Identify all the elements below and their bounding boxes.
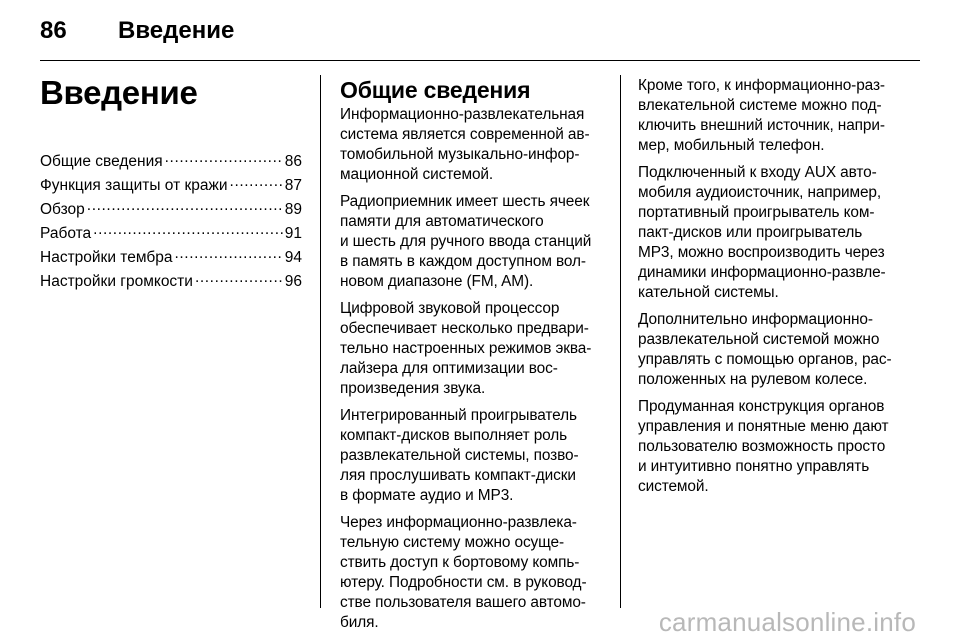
toc-entry-label: Настройки тембра [40,249,173,266]
toc-entry-volume-settings[interactable] [40,270,302,294]
toc-entry-page: 86 [284,153,302,170]
paragraph: Интегрированный проигрыватель компакт-дисков выполняет роль развлекательной системы, позво- ляя прослушивать компакт-диски в формате аудио и MP3. [340,407,579,504]
header-rule [40,60,920,61]
general-info-heading: Общие сведения [340,77,531,103]
section-title: Введение [40,74,198,111]
toc-entry-label: Функция защиты от кражи [40,177,228,194]
paragraph: Цифровой звуковой процессор обеспечивает несколько предвари- тельно настроенных режимов эква- лайзера для оптимизации вос- произведения звука. [340,300,592,397]
toc-entry-page: 89 [284,201,302,218]
toc-entry-page: 94 [284,249,302,266]
header-title: Введение [118,17,235,44]
right-column [638,76,904,504]
paragraph: Через информационно-развлека- тельную систему можно осуще- ствить доступ к бортовому компь- ютеру. Подробности см. в руковод- стве пользователя вашего автомо- биля. [340,514,587,631]
toc-entry-label: Общие сведения [40,153,163,170]
middle-column [340,76,606,640]
toc-entry-page: 96 [284,273,302,290]
toc-entry-label: Работа [40,225,92,242]
toc-dot-leader [87,200,283,214]
toc-entry-tone-settings[interactable] [40,246,302,270]
toc-dot-leader [174,248,282,262]
toc-entry-label: Настройки громкости [40,273,193,290]
paragraph: Дополнительно информационно- развлекательной системой можно управлять с помощью органов, рас- положенных на рулевом колесе. [638,311,892,388]
watermark: carmanualsonline.info [658,607,916,637]
toc-entry-operation[interactable] [40,222,302,246]
toc-entry-label: Обзор [40,201,85,218]
toc-entry-overview[interactable] [40,198,302,222]
paragraph: Продуманная конструкция органов управления и понятные меню дают пользователю возможность просто и интуитивно понятно управлять системой. [638,398,889,495]
table-of-contents [40,150,302,294]
column-divider-right [620,75,621,608]
paragraph: Кроме того, к информационно-раз- влекательной системе можно под- ключить внешний источник, напри- мер, мобильный телефон. [638,77,885,154]
paragraph: Подключенный к входу AUX авто- мобиля аудиоисточник, например, портативный проигрыватель ком- пакт-дисков или проигрыватель MP3, можно воспроизводить через динамики информационно-развле- кательной системы. [638,164,886,301]
column-divider-left [320,75,321,608]
toc-dot-leader [93,224,283,238]
page-number: 86 [40,17,67,44]
toc-dot-leader [230,176,283,190]
toc-entry-page: 91 [284,225,302,242]
toc-entry-general-info[interactable] [40,150,302,174]
toc-entry-page: 87 [284,177,302,194]
paragraph: Информационно-развлекательная система является современной ав- томобильной музыкально-инфор- мационной системой. [340,106,590,183]
toc-dot-leader [195,272,283,286]
toc-dot-leader [165,152,283,166]
toc-entry-anti-theft[interactable] [40,174,302,198]
paragraph: Радиоприемник имеет шесть ячеек памяти для автоматического и шесть для ручного ввода станций в память в каждом доступном вол- новом диапазоне (FM, AM). [340,193,592,290]
